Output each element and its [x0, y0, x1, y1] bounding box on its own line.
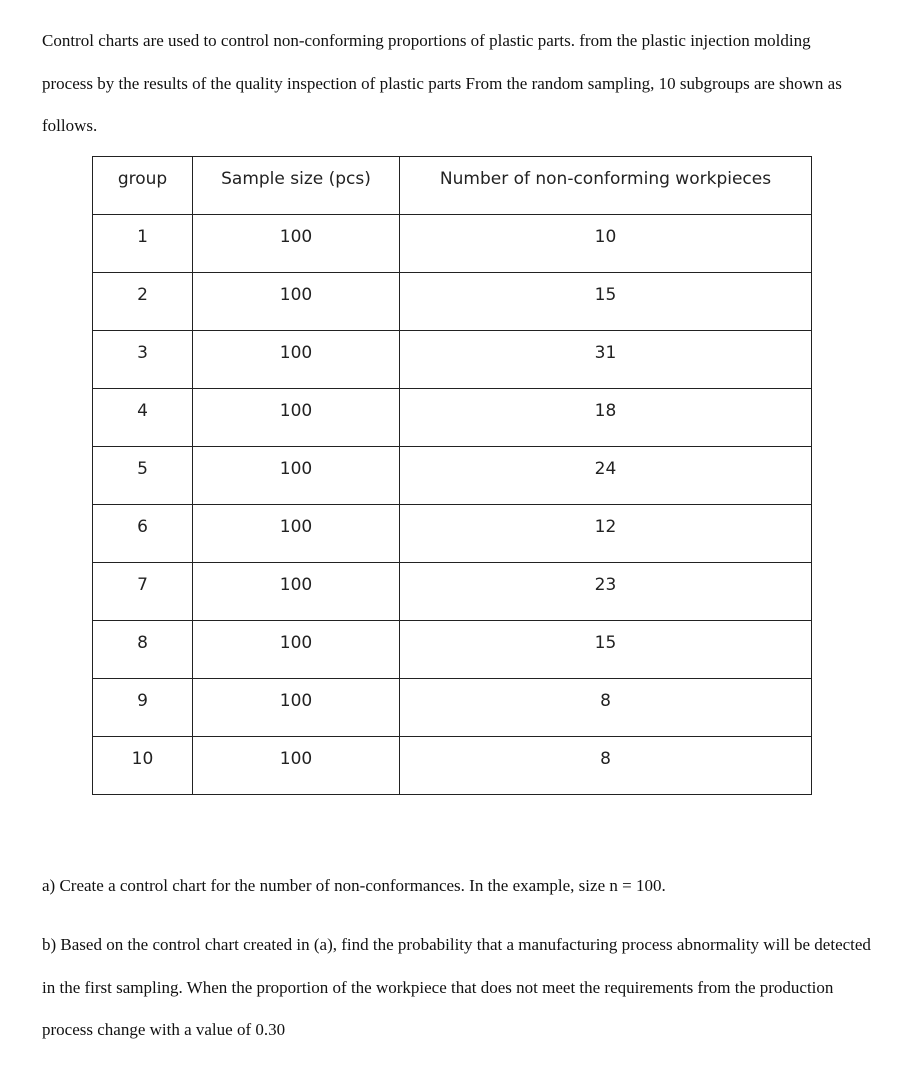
cell-sample-size: 100	[193, 389, 400, 447]
table-row	[93, 737, 812, 795]
table-row	[93, 679, 812, 737]
cell-sample-size: 100	[193, 505, 400, 563]
intro-paragraph: Control charts are used to control non-conforming proportions of plastic parts. from the plastic injection molding process by the results of the quality inspection of plastic parts From the random sampling, 10 subgroups are shown as follows.	[42, 31, 842, 135]
cell-sample-size: 100	[193, 621, 400, 679]
cell-nonconforming: 12	[400, 505, 812, 563]
cell-sample-size: 100	[193, 215, 400, 273]
cell-sample-size: 100	[193, 273, 400, 331]
table-row	[93, 505, 812, 563]
subgroup-table-container	[92, 156, 812, 795]
cell-nonconforming: 8	[400, 737, 812, 795]
header-nonconforming: Number of non-conforming workpieces	[400, 157, 812, 215]
cell-group: 7	[93, 563, 193, 621]
subgroup-table	[92, 156, 812, 795]
cell-group: 3	[93, 331, 193, 389]
cell-group: 1	[93, 215, 193, 273]
table-row	[93, 331, 812, 389]
question-b: b) Based on the control chart created in (a), find the probability that a manufacturing process abnormality will be detected in the first sampling. When the proportion of the workpiece that does not meet the requirements from the production process change with a value of 0.30	[42, 935, 871, 1039]
table-row	[93, 447, 812, 505]
cell-sample-size: 100	[193, 737, 400, 795]
table-row	[93, 563, 812, 621]
cell-nonconforming: 15	[400, 273, 812, 331]
cell-nonconforming: 24	[400, 447, 812, 505]
cell-sample-size: 100	[193, 679, 400, 737]
cell-sample-size: 100	[193, 331, 400, 389]
cell-nonconforming: 8	[400, 679, 812, 737]
header-sample-size: Sample size (pcs)	[193, 157, 400, 215]
cell-nonconforming: 15	[400, 621, 812, 679]
cell-sample-size: 100	[193, 563, 400, 621]
cell-group: 4	[93, 389, 193, 447]
question-a: a) Create a control chart for the number of non-conformances. In the example, size n = 100.	[42, 876, 666, 895]
cell-group: 10	[93, 737, 193, 795]
header-group: group	[93, 157, 193, 215]
cell-nonconforming: 23	[400, 563, 812, 621]
cell-group: 8	[93, 621, 193, 679]
cell-nonconforming: 18	[400, 389, 812, 447]
table-row	[93, 273, 812, 331]
cell-group: 2	[93, 273, 193, 331]
table-header-row	[93, 157, 812, 215]
cell-nonconforming: 31	[400, 331, 812, 389]
cell-group: 5	[93, 447, 193, 505]
cell-group: 6	[93, 505, 193, 563]
table-row	[93, 621, 812, 679]
cell-sample-size: 100	[193, 447, 400, 505]
table-row	[93, 215, 812, 273]
cell-group: 9	[93, 679, 193, 737]
cell-nonconforming: 10	[400, 215, 812, 273]
table-row	[93, 389, 812, 447]
